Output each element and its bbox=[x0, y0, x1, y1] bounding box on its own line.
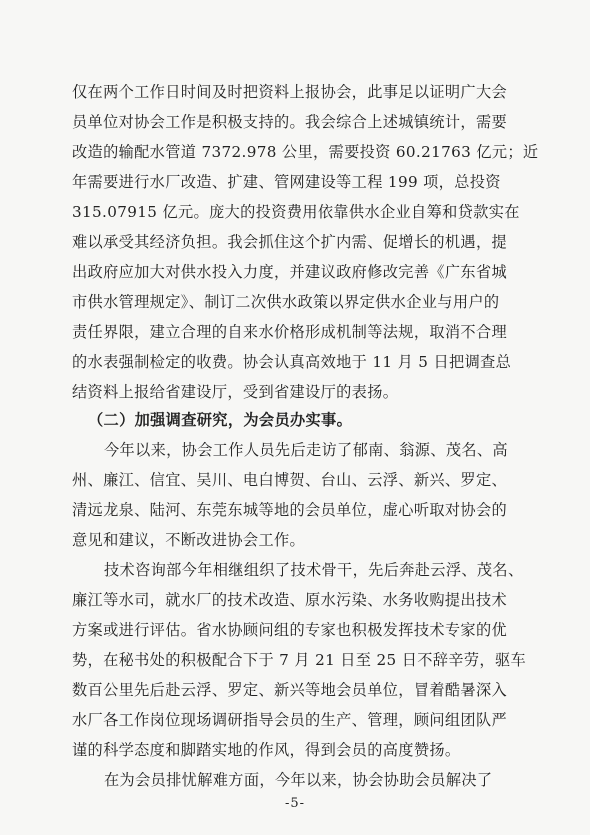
paragraph-line: 势，在秘书处的积极配合下于 7 月 21 日至 25 日不辞辛劳，驱车 bbox=[72, 651, 527, 669]
paragraph-line: 州、廉江、信宜、吴川、电白博贺、台山、云浮、新兴、罗定、 bbox=[72, 471, 508, 489]
paragraph-line: 谨的科学态度和脚踏实地的作风，得到会员的高度赞扬。 bbox=[72, 741, 461, 759]
paragraph-line: 意见和建议，不断改进协会工作。 bbox=[72, 531, 306, 549]
page-number: -5- bbox=[284, 796, 306, 811]
paragraph-line: 员单位对协会工作是积极支持的。我会综合上述城镇统计，需要 bbox=[72, 113, 508, 131]
paragraph-line: 改造的输配水管道 7372.978 公里，需要投资 60.21763 亿元；近 bbox=[72, 143, 539, 161]
paragraph-line: 315.07915 亿元。庞大的投资费用依靠供水企业自筹和贷款实在 bbox=[72, 203, 520, 221]
paragraph-line: 的水表强制检定的收费。协会认真高效地于 11 月 5 日把调查总 bbox=[72, 353, 512, 371]
paragraph-line: 责任界限，建立合理的自来水价格形成机制等法规，取消不合理 bbox=[72, 323, 508, 341]
paragraph-line: 难以承受其经济负担。我会抓住这个扩内需、促增长的机遇，提 bbox=[72, 233, 508, 251]
paragraph-line: 年需要进行水厂改造、扩建、管网建设等工程 199 项，总投资 bbox=[72, 173, 501, 191]
paragraph-line: 方案或进行评估。省水协顾问组的专家也积极发挥技术专家的优 bbox=[72, 621, 508, 639]
paragraph-line: 清远龙泉、陆河、东莞东城等地的会员单位，虚心听取对协会的 bbox=[72, 501, 508, 519]
paragraph-line: 在为会员排忧解难方面，今年以来，协会协助会员解决了 bbox=[104, 771, 493, 789]
paragraph-line: 仅在两个工作日时间及时把资料上报协会，此事足以证明广大会 bbox=[72, 83, 508, 101]
paragraph-line: 结资料上报给省建设厅，受到省建设厅的表扬。 bbox=[72, 383, 399, 401]
paragraph-line: 出政府应加大对供水投入力度，并建议政府修改完善《广东省城 bbox=[72, 263, 508, 281]
paragraph-line: 市供水管理规定》、制订二次供水政策以界定供水企业与用户的 bbox=[72, 293, 500, 311]
section-heading: （二）加强调查研究，为会员办实事。 bbox=[88, 411, 353, 429]
paragraph-line: 数百公里先后赴云浮、罗定、新兴等地会员单位，冒着酷暑深入 bbox=[72, 681, 508, 699]
paragraph-line: 水厂各工作岗位现场调研指导会员的生产、管理，顾问组团队严 bbox=[72, 711, 508, 729]
paragraph-line: 技术咨询部今年相继组织了技术骨干，先后奔赴云浮、茂名、 bbox=[104, 561, 524, 579]
paragraph-line: 今年以来，协会工作人员先后走访了郁南、翁源、茂名、高 bbox=[104, 441, 508, 459]
paragraph-line: 廉江等水司，就水厂的技术改造、原水污染、水务收购提出技术 bbox=[72, 591, 508, 609]
